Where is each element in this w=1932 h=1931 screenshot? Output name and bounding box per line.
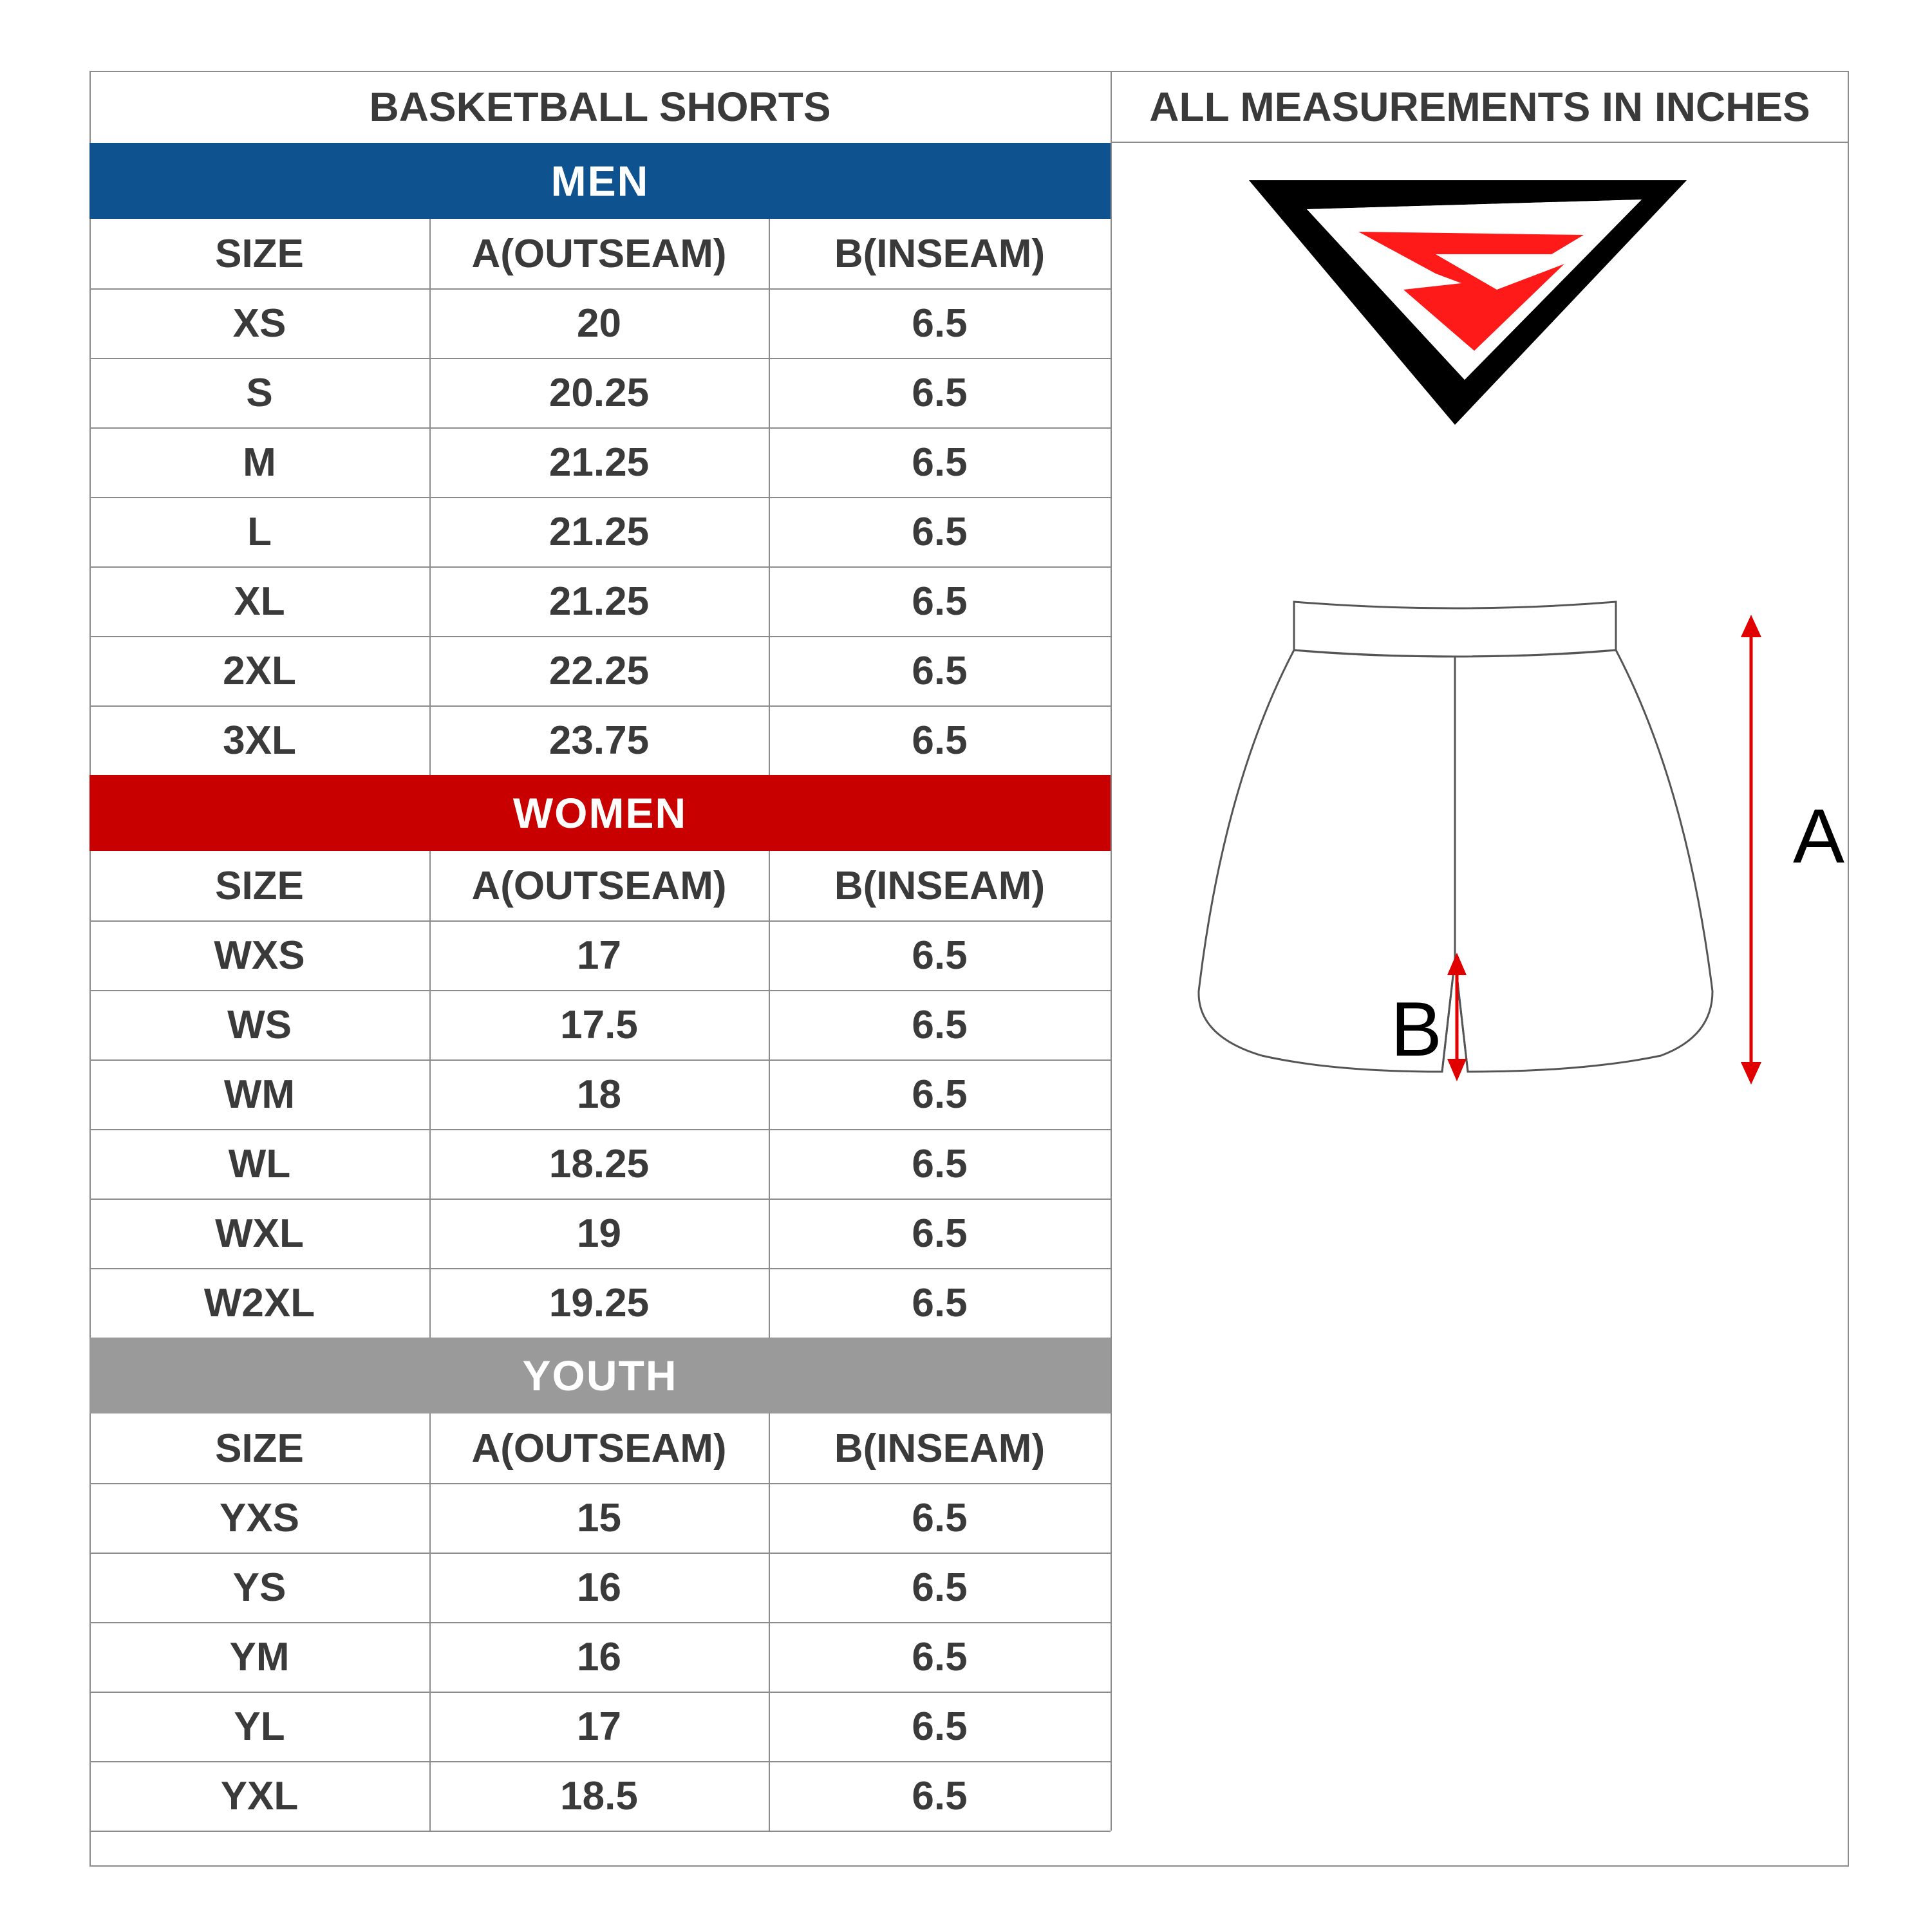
column-header: B(INSEAM) (834, 1426, 1046, 1471)
size-cell: XS (232, 301, 286, 346)
size-cell: S (246, 370, 273, 415)
inseam-cell: 6.5 (912, 1141, 968, 1186)
outseam-cell: 22.25 (549, 648, 650, 693)
column-header: SIZE (215, 863, 304, 908)
table-column-divider (769, 219, 770, 775)
inseam-cell: 6.5 (912, 1495, 968, 1540)
outseam-cell: 17 (577, 1704, 621, 1749)
inseam-cell: 6.5 (912, 718, 968, 763)
column-header: SIZE (215, 1426, 304, 1471)
size-cell: XL (234, 579, 285, 624)
outseam-cell: 21.25 (549, 509, 650, 554)
outseam-cell: 18.5 (560, 1773, 638, 1818)
shorts-diagram (1172, 592, 1845, 1139)
outseam-cell: 18.25 (549, 1141, 650, 1186)
outseam-cell: 17.5 (560, 1002, 638, 1047)
table-column-divider (429, 851, 431, 1338)
outseam-cell: 19 (577, 1211, 621, 1256)
column-header: B(INSEAM) (834, 863, 1046, 908)
outseam-cell: 19.25 (549, 1280, 650, 1325)
section-header-youth: YOUTH (89, 1338, 1111, 1413)
size-cell: WM (223, 1072, 295, 1117)
inseam-cell: 6.5 (912, 1634, 968, 1679)
dimension-label-b: B (1391, 986, 1443, 1072)
outseam-cell: 16 (577, 1565, 621, 1610)
size-cell: 3XL (223, 718, 296, 763)
column-header: A(OUTSEAM) (471, 231, 727, 276)
outseam-cell: 23.75 (549, 718, 650, 763)
size-cell: W2XL (203, 1280, 315, 1325)
shorts-waistband (1294, 602, 1616, 657)
inseam-cell: 6.5 (912, 440, 968, 485)
table-column-divider (1111, 71, 1112, 1831)
size-cell: WXS (214, 933, 305, 978)
size-cell: WXL (215, 1211, 304, 1256)
outseam-cell: 21.25 (549, 579, 650, 624)
units-note: ALL MEASUREMENTS IN INCHES (1149, 84, 1810, 130)
size-cell: YM (229, 1634, 290, 1679)
outseam-cell: 18 (577, 1072, 621, 1117)
size-cell: WS (227, 1002, 292, 1047)
table-column-divider (429, 1413, 431, 1831)
section-header-women: WOMEN (89, 775, 1111, 851)
inseam-cell: 6.5 (912, 1704, 968, 1749)
size-cell: M (243, 440, 276, 485)
outseam-cell: 20.25 (549, 370, 650, 415)
section-header-men: MEN (89, 143, 1111, 219)
inseam-cell: 6.5 (912, 370, 968, 415)
inseam-cell: 6.5 (912, 509, 968, 554)
inseam-cell: 6.5 (912, 1565, 968, 1610)
table-column-divider (769, 851, 770, 1338)
table-column-divider (429, 219, 431, 775)
inseam-cell: 6.5 (912, 579, 968, 624)
inseam-cell: 6.5 (912, 1072, 968, 1117)
inseam-cell: 6.5 (912, 1002, 968, 1047)
column-header: A(OUTSEAM) (471, 863, 727, 908)
arrow-a-bottom-head (1741, 1062, 1761, 1085)
size-cell: YL (234, 1704, 285, 1749)
outseam-cell: 21.25 (549, 440, 650, 485)
arrow-b-bottom-head (1447, 1059, 1467, 1081)
arrow-a-top-head (1741, 615, 1761, 637)
shorts-right-leg (1455, 650, 1712, 1072)
size-cell: L (247, 509, 272, 554)
column-header: A(OUTSEAM) (471, 1426, 727, 1471)
inseam-cell: 6.5 (912, 1211, 968, 1256)
size-cell: 2XL (223, 648, 296, 693)
table-row-divider (89, 1831, 1111, 1832)
size-cell: YS (232, 1565, 286, 1610)
inseam-cell: 6.5 (912, 301, 968, 346)
brand-logo (1243, 174, 1706, 431)
column-header: B(INSEAM) (834, 231, 1046, 276)
dimension-label-a: A (1793, 793, 1845, 879)
outseam-cell: 16 (577, 1634, 621, 1679)
table-column-divider (769, 1413, 770, 1831)
outseam-cell: 20 (577, 301, 621, 346)
size-cell: YXS (219, 1495, 300, 1540)
size-cell: WL (228, 1141, 291, 1186)
inseam-cell: 6.5 (912, 933, 968, 978)
size-cell: YXL (220, 1773, 299, 1818)
inseam-cell: 6.5 (912, 1773, 968, 1818)
table-title: BASKETBALL SHORTS (369, 84, 831, 130)
inseam-cell: 6.5 (912, 1280, 968, 1325)
column-header: SIZE (215, 231, 304, 276)
outseam-cell: 15 (577, 1495, 621, 1540)
inseam-cell: 6.5 (912, 648, 968, 693)
header-divider (1111, 142, 1849, 143)
outseam-cell: 17 (577, 933, 621, 978)
